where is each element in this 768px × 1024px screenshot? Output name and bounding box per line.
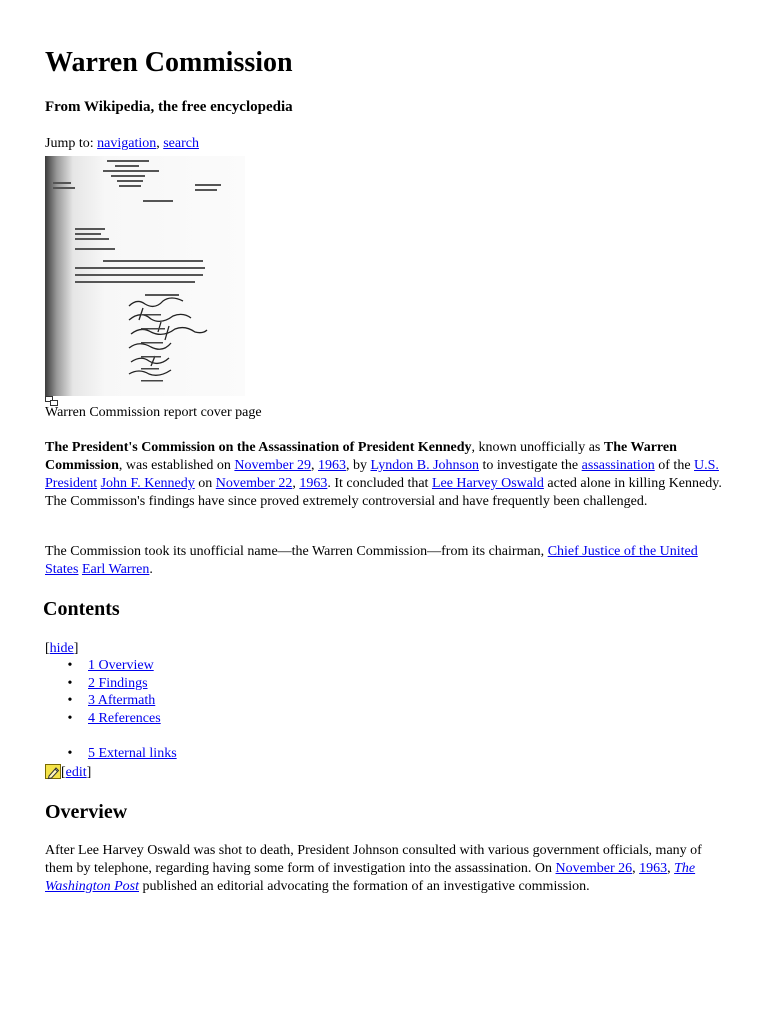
jump-to-links: [45, 134, 199, 154]
toc-hide-link[interactable]: hide: [49, 641, 74, 656]
intro-text: acted alone in killing Kennedy. The Commisson's findings have since proved extremely controversial and have frequently been challenged.: [45, 476, 722, 509]
intro-text: ,: [292, 476, 300, 491]
commission-short-name: The Warren Commission: [45, 440, 677, 473]
page-title: Warren Commission: [45, 47, 293, 78]
intro-text: of the: [654, 458, 695, 473]
link-1963[interactable]: 1963: [639, 861, 668, 876]
intro-text: , known unofficially as: [471, 440, 604, 455]
site-tagline: From Wikipedia, the free encyclopedia: [45, 99, 293, 115]
overview-paragraph: [45, 842, 725, 896]
jump-to-label: Jump to:: [45, 136, 98, 151]
commission-full-name: The President's Commission on the Assassination of President Kennedy: [45, 440, 472, 455]
link-president[interactable]: President: [45, 476, 98, 491]
link-chief-justice[interactable]: Chief Justice of the United States: [45, 544, 698, 577]
list-bullet: •: [67, 658, 73, 673]
intro-text: .: [149, 562, 153, 577]
link-1963[interactable]: 1963: [317, 458, 346, 473]
bracket: ]: [86, 765, 92, 780]
intro-text: . It concluded that: [327, 476, 432, 491]
overview-text: published an editorial advocating the formation of an investigative commission.: [139, 879, 590, 894]
magnify-icon[interactable]: [45, 393, 59, 403]
figure-caption: Warren Commission report cover page: [45, 405, 262, 420]
toc-link-references[interactable]: 4 References: [88, 711, 161, 726]
link-1963[interactable]: 1963: [299, 476, 328, 491]
overview-heading: Overview: [45, 801, 128, 823]
jump-search-link[interactable]: search: [163, 136, 199, 151]
link-november-22[interactable]: November 22: [215, 476, 293, 491]
bracket: [: [61, 765, 66, 780]
link-us[interactable]: U.S.: [694, 458, 719, 473]
report-cover-image[interactable]: [45, 156, 245, 396]
link-november-29[interactable]: November 29: [234, 458, 311, 473]
list-bullet: •: [67, 676, 73, 691]
toc-link-findings[interactable]: 2 Findings: [88, 676, 148, 691]
intro-text: on: [194, 476, 216, 491]
jump-separator: ,: [156, 136, 164, 151]
intro-text: to investigate the: [479, 458, 582, 473]
link-earl-warren[interactable]: Earl Warren: [81, 562, 150, 577]
intro-text: ,: [310, 458, 318, 473]
link-november-26[interactable]: November 26: [555, 861, 633, 876]
toc-toggle: [45, 639, 78, 659]
link-washington-post[interactable]: The Washington Post: [45, 861, 696, 894]
link-lyndon-b-johnson[interactable]: Lyndon B. Johnson: [370, 458, 479, 473]
link-john-f-kennedy[interactable]: John F. Kennedy: [100, 476, 195, 491]
section-edit: [45, 764, 91, 782]
toc-heading: Contents: [43, 598, 120, 620]
edit-section-link[interactable]: edit: [65, 765, 87, 780]
edit-pencil-icon[interactable]: [45, 764, 61, 779]
link-assassination[interactable]: assassination: [581, 458, 655, 473]
bracket: [: [45, 641, 50, 656]
link-lee-harvey-oswald[interactable]: Lee Harvey Oswald: [431, 476, 544, 491]
list-bullet: •: [67, 746, 73, 761]
list-bullet: •: [67, 693, 73, 708]
toc-link-external-links[interactable]: 5 External links: [88, 746, 177, 761]
toc-link-overview[interactable]: 1 Overview: [88, 658, 154, 673]
overview-text: ,: [667, 861, 675, 876]
intro-text: , was established on: [118, 458, 235, 473]
toc-link-aftermath[interactable]: 3 Aftermath: [88, 693, 156, 708]
overview-text: ,: [632, 861, 640, 876]
list-bullet: •: [67, 711, 73, 726]
intro-paragraph-2: [45, 543, 725, 579]
intro-paragraph-1: [45, 439, 725, 511]
jump-navigation-link[interactable]: navigation: [97, 136, 157, 151]
bracket: ]: [73, 641, 79, 656]
overview-text: After Lee Harvey Oswald was shot to death, President Johnson consulted with various government officials, many of them by telephone, regarding having some form of investigation into the assassination. On: [45, 843, 702, 876]
intro-text: The Commission took its unofficial name—the Warren Commission—from its chairman,: [45, 544, 548, 559]
intro-text: , by: [345, 458, 371, 473]
